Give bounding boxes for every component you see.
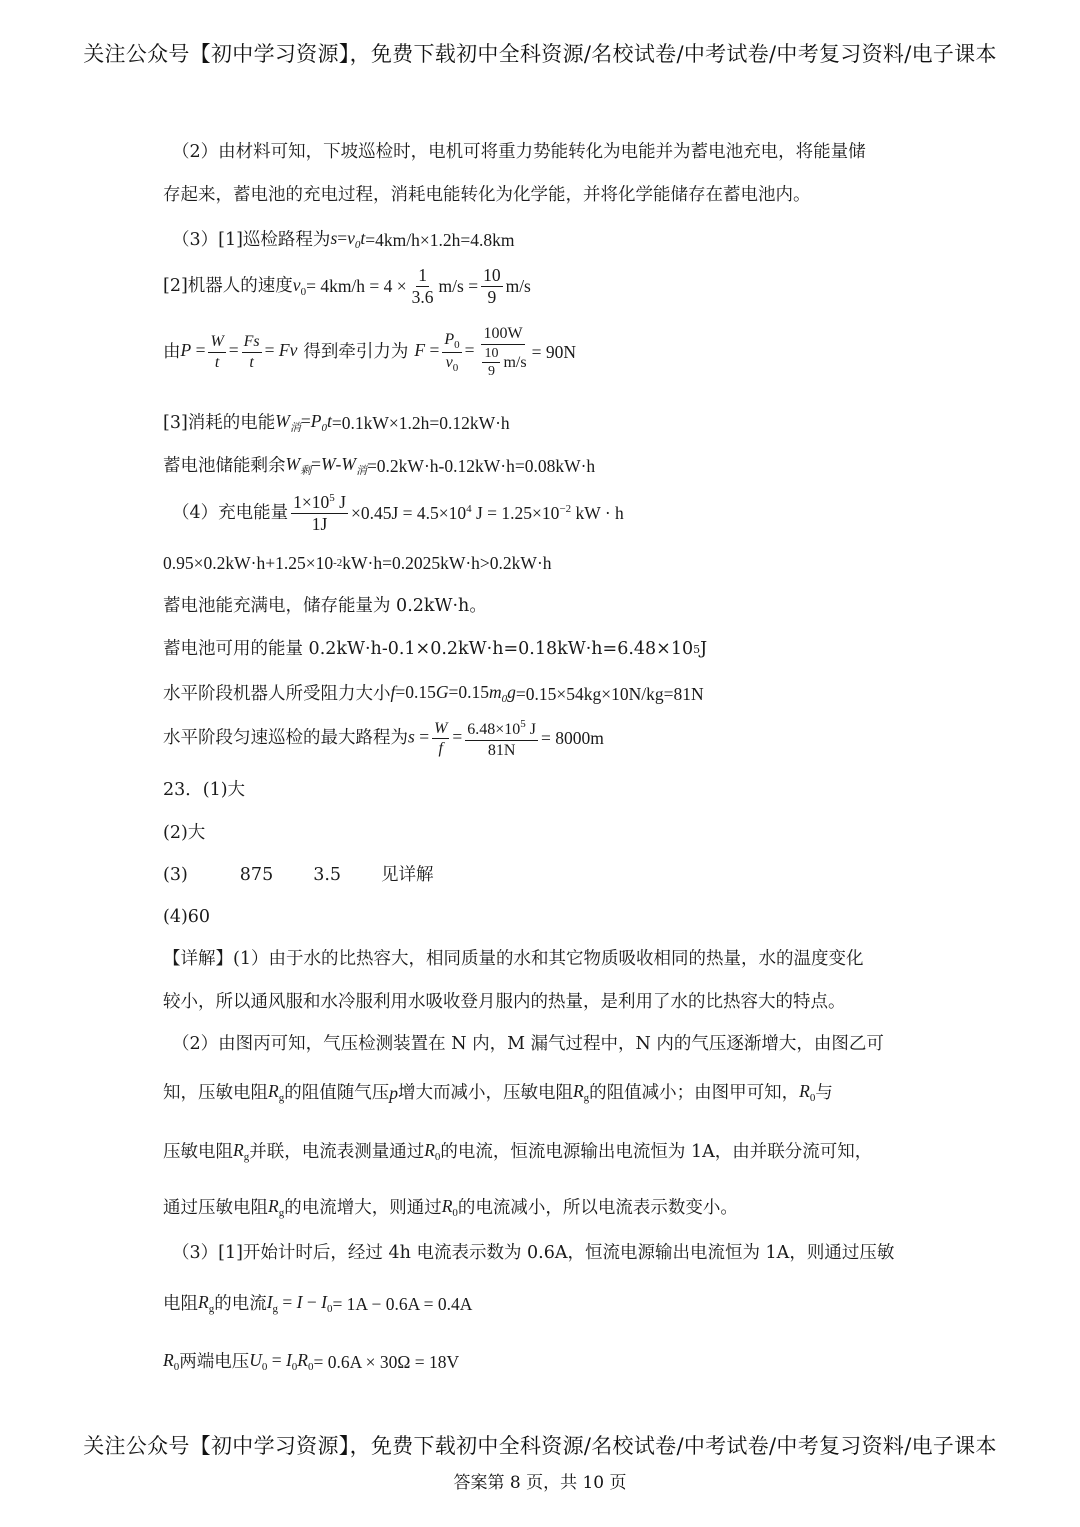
line3-prefix: （3）[1]巡检路程为 xyxy=(172,229,331,250)
text-line-13 xyxy=(163,718,604,759)
fraction-1-over-3-6: $\frac{1}{3.6}$ xyxy=(411,265,434,308)
line6-formula: $W_消=P_0t$ xyxy=(275,411,332,434)
detail-line-6: 通过压敏电阻 $R_g$ 的电流增大，则通过 $R_0$ 的电流减小，所以电流表示数变小。 xyxy=(163,1196,738,1219)
fraction-energy: $\frac{1\times 10^5 J}{1J}$ xyxy=(293,492,346,535)
bottom-promo-banner: 关注公众号【初中学习资源】，免费下载初中全科资源/名校试卷/中考试卷/中考复习资料/电子课本 xyxy=(83,1434,997,1458)
text-line-1: （2）由材料可知，下坡巡检时，电机可将重力势能转化为电能并为蓄电池充电，将能量储 xyxy=(172,142,866,162)
answer-23-2: (2)大 xyxy=(163,823,206,843)
page-number-footer: 答案第 8 页，共 10 页 xyxy=(453,1473,627,1493)
detail-line-4: 知，压敏电阻 $R_g$ 的阻值随气压 p 增大而减小，压敏电阻 $R_g$ 的阻值减小；由图甲可知， $R_0$ 与 xyxy=(163,1081,833,1104)
text-line-2: 存起来，蓄电池的充电过程，消耗电能转化为化学能，并将化学能储存在蓄电池内。 xyxy=(163,185,811,205)
line12-prefix: 水平阶段机器人所受阻力大小 xyxy=(163,683,391,704)
line5-force-formula: F = $\frac{P_0}{v_0}$ = 100W $\frac{10}{9}$ m/s xyxy=(414,325,527,379)
answer-23-3: (3) 875 3.5 见详解 xyxy=(163,865,434,885)
line5-text: 得到牵引力为 xyxy=(303,341,409,362)
line8-result: $\times 0.45J = 4.5\times 10^4$ $J = 1.25\times 10^{-2}$ kW · h xyxy=(350,502,624,523)
detail-line-8: 电阻 $R_g$ 的电流 $I_g = I - I_0$ = 1A − 0.6A = 0.4A xyxy=(163,1292,473,1315)
answer-23-1: 23．(1)大 xyxy=(163,780,246,800)
line4-v0: $v_0$ xyxy=(292,274,307,298)
top-promo-banner: 关注公众号【初中学习资源】，免费下载初中全科资源/名校试卷/中考试卷/中考复习资料/电子课本 xyxy=(83,42,997,66)
text-line-7 xyxy=(163,454,595,478)
detail-line-9: $R_0$ 两端电压 $U_0 = I_0R_0$ = 0.6A × 30Ω = 18V xyxy=(163,1350,460,1373)
text-line-8 xyxy=(172,492,624,535)
line3-formula: $s=v_0t$ xyxy=(330,228,366,251)
line7-result: =0.2kW·h-0.12kW·h=0.08kW·h xyxy=(366,455,596,476)
line6-result: =0.1kW×1.2h=0.12kW·h xyxy=(331,412,510,433)
detail-line-2: 较小，所以通风服和水冷服利用水吸收登月服内的热量，是利用了水的比热容大的特点。 xyxy=(163,992,846,1012)
line4-mid: = 4km/h = 4 × xyxy=(306,276,407,297)
fraction-10-over-9: $\frac{10}{9}$ xyxy=(483,265,501,308)
text-line-6 xyxy=(163,411,510,435)
line4-unit: m/s xyxy=(505,276,531,297)
detail-line-5: 压敏电阻 $R_g$ 并联，电流表测量通过 $R_0$ 的电流，恒流电源输出电流恒为 1A，由并联分流可知， xyxy=(163,1140,873,1163)
text-line-4 xyxy=(163,266,531,308)
answer-23-4: (4)60 xyxy=(163,907,211,927)
text-line-3 xyxy=(172,228,514,252)
line3-result: =4km/h×1.2h=4.8km xyxy=(365,229,515,250)
text-line-12 xyxy=(163,682,704,706)
text-line-10: 蓄电池能充满电，储存能量为 0.2kW·h。 xyxy=(163,596,487,616)
line13-prefix: 水平阶段匀速巡检的最大路程为 xyxy=(163,728,408,749)
line5-result: = 90N xyxy=(531,341,576,362)
line13-formula: s = $\frac{W}{f}$ = $\frac{6.48\times 10^5 J}{81N}$ xyxy=(408,718,537,759)
detail-line-1: 【详解】(1）由于水的比热容大，相同质量的水和其它物质吸收相同的热量，水的温度变化 xyxy=(163,949,864,969)
line8-prefix: （4）充电能量 xyxy=(172,502,289,523)
text-line-11: 蓄电池可用的能量 0.2kW·h-0.1×0.2kW·h=0.18kW·h=6.48×10 5 J xyxy=(163,639,708,659)
line7-formula: $W_剩=W-W_消$ xyxy=(285,454,367,477)
line12-formula: $f=0.15G=0.15m_0g$ xyxy=(390,682,516,705)
detail-line-7: （3）[1]开始计时后，经过 4h 电流表示数为 0.6A，恒流电源输出电流恒为 1A，则通过压敏 xyxy=(172,1243,895,1263)
line12-result: =0.15×54kg×10N/kg=81N xyxy=(515,683,704,704)
line4-mid2: m/s = xyxy=(438,276,479,297)
line7-prefix: 蓄电池储能剩余 xyxy=(163,455,286,476)
text-line-5 xyxy=(163,325,576,379)
line4-prefix: [2]机器人的速度 xyxy=(163,276,293,297)
line5-power-formula: P = $\frac{W}{t}$ = $\frac{Fs}{t}$ = Fv xyxy=(180,333,298,371)
detail-line-3: （2）由图丙可知，气压检测装置在 N 内，M 漏气过程中，N 内的气压逐渐增大，由图乙可 xyxy=(172,1034,884,1054)
line6-prefix: [3]消耗的电能 xyxy=(163,412,276,433)
line13-result: = 8000m xyxy=(541,728,604,749)
text-line-9: 0.95×0.2kW·h+1.25×10 -2 kW·h=0.2025kW·h>0.2kW·h xyxy=(163,553,552,573)
line5-prefix: 由 xyxy=(163,341,181,362)
